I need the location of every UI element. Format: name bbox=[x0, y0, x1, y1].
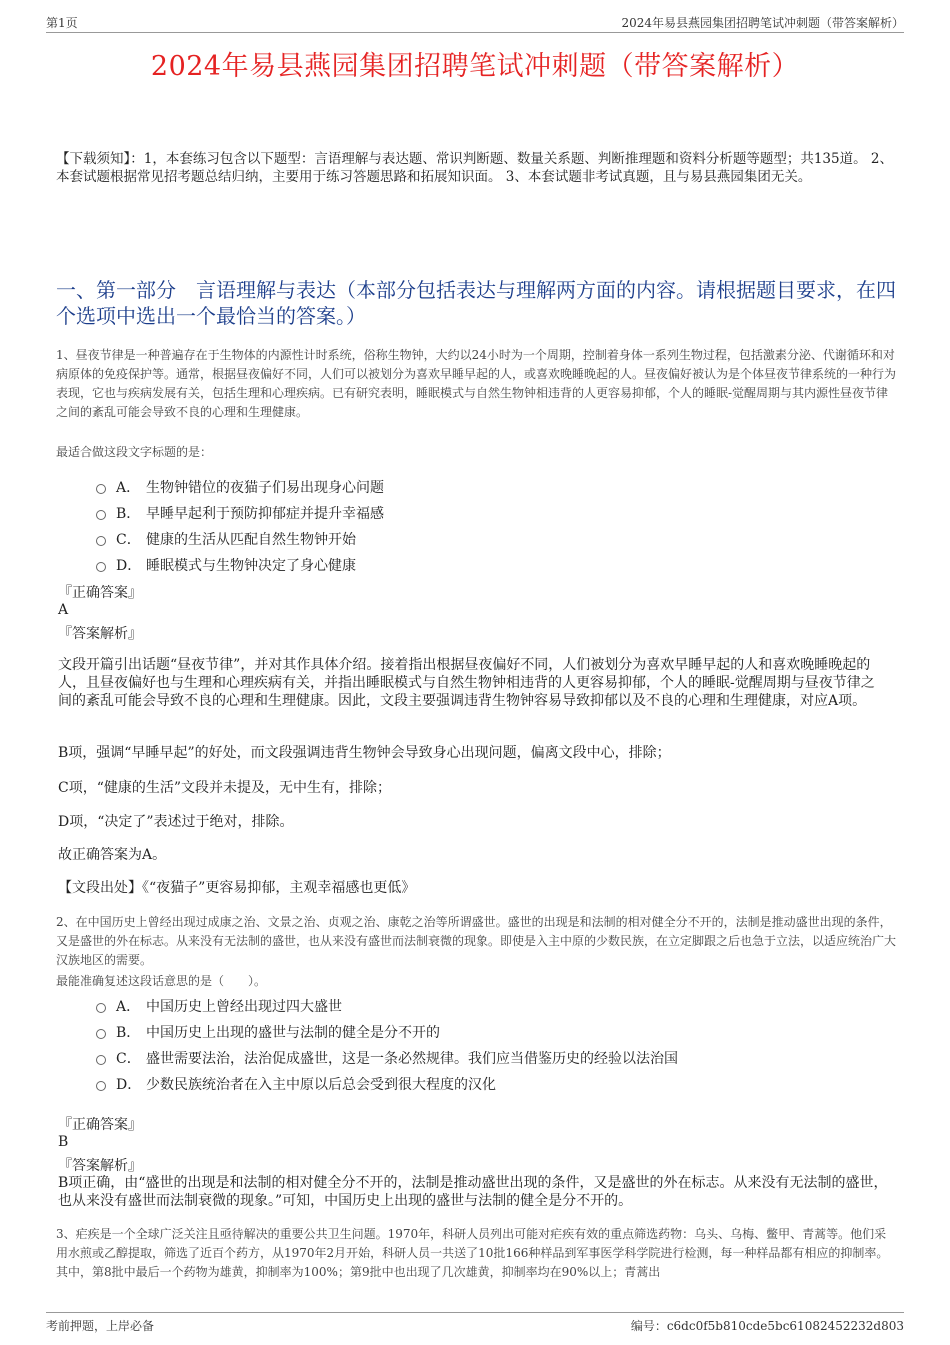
footer-slogan: 考前押题，上岸必备 bbox=[46, 1319, 155, 1333]
radio-icon[interactable] bbox=[96, 562, 106, 572]
page-number: 第1页 bbox=[46, 16, 78, 30]
question-1-analysis-label: 『答案解析』 bbox=[58, 626, 142, 642]
question-1-analysis-c: C项，“健康的生活”文段并未提及，无中生有，排除； bbox=[58, 780, 392, 796]
question-1-option-a[interactable]: A． 生物钟错位的夜猫子们易出现身心问题 bbox=[96, 474, 876, 500]
footer-doc-id: 编号：c6dc0f5b810cde5bc61082452232d803 bbox=[630, 1319, 904, 1333]
question-1-prompt: 最适合做这段文字标题的是： bbox=[56, 445, 213, 459]
question-2-option-d[interactable]: D． 少数民族统治者在入主中原以后总会受到很大程度的汉化 bbox=[96, 1071, 876, 1097]
radio-icon[interactable] bbox=[96, 1055, 106, 1065]
question-1-option-b[interactable]: B． 早睡早起利于预防抑郁症并提升幸福感 bbox=[96, 500, 876, 526]
question-1-option-c[interactable]: C． 健康的生活从匹配自然生物钟开始 bbox=[96, 526, 876, 552]
radio-icon[interactable] bbox=[96, 1003, 106, 1013]
question-2-analysis: B项正确，由“盛世的出现是和法制的相对健全分不开的，法制是推动盛世出现的条件，又是盛世的外在标志。从来没有无法制的盛世，也从来没有盛世而法制衰微的现象。”可知，中国历史上出现的盛世与法制的健全是分不开的。 bbox=[58, 1175, 888, 1209]
section-heading: 一、第一部分 言语理解与表达（本部分包括表达与理解两方面的内容。请根据题目要求，在四个选项中选出一个最恰当的答案。） bbox=[56, 278, 896, 328]
header-doc-title: 2024年易县燕园集团招聘笔试冲刺题（带答案解析） bbox=[621, 16, 904, 30]
question-1-conclusion: 故正确答案为A。 bbox=[58, 847, 167, 863]
page-header bbox=[46, 14, 904, 33]
question-1-analysis-d: D项，“决定了”表述过于绝对，排除。 bbox=[58, 814, 294, 830]
radio-icon[interactable] bbox=[96, 536, 106, 546]
download-notice: 【下载须知】：1，本套练习包含以下题型：言语理解与表达题、常识判断题、数量关系题、判断推理题和资料分析题等题型；共135道。 2、本套试题根据常见招考题总结归纳，主要用于练习答题思路和拓展知识面。 3、本套试题非考试真题，且与易县燕园集团无关。 bbox=[56, 151, 893, 185]
question-2-option-b[interactable]: B． 中国历史上出现的盛世与法制的健全是分不开的 bbox=[96, 1019, 876, 1045]
question-2-text: 2、在中国历史上曾经出现过成康之治、文景之治、贞观之治、康乾之治等所谓盛世。盛世的出现是和法制的相对健全分不开的，法制是推动盛世出现的条件，又是盛世的外在标志。从来没有无法制的盛世，也从来没有盛世而法制衰微的现象。即使是入主中原的少数民族，在立定脚跟之后也急于立法，以适应统治广大汉族地区的需要。 bbox=[56, 915, 897, 967]
question-3-text: 3、疟疾是一个全球广泛关注且亟待解决的重要公共卫生问题。1970年，科研人员列出可能对疟疾有效的重点筛选药物：乌头、乌梅、鳖甲、青蒿等。他们采用水煎或乙醇提取，筛选了近百个药方，从1970年2月开始，科研人员一共送了10批166种样品到军事医学科学院进行检测，每一种样品都有相应的抑制率。其中，第8批中最后一个药物为雄黄，抑制率为100%；第9批中也出现了几次雄黄，抑制率均在90%以上；青蒿出 bbox=[56, 1227, 889, 1279]
question-2-option-a[interactable]: A． 中国历史上曾经出现过四大盛世 bbox=[96, 993, 876, 1019]
question-1-option-d[interactable]: D． 睡眠模式与生物钟决定了身心健康 bbox=[96, 552, 876, 578]
question-1-answer-label: 『正确答案』 bbox=[58, 585, 142, 601]
question-1-analysis-main: 文段开篇引出话题“昼夜节律”，并对其作具体介绍。接着指出根据昼夜偏好不同，人们被划分为喜欢早睡早起的人和喜欢晚睡晚起的人，且昼夜偏好也与生理和心理疾病有关，并指出睡眠模式与自然生物钟相违背的人更容易抑郁，个人的睡眠-觉醒周期与昼夜节律之间的紊乱可能会导致不良的心理和生理健康。因此，文段主要强调违背生物钟容易导致抑郁以及不良的心理和生理健康，对应A项。 bbox=[58, 657, 875, 709]
question-1-options bbox=[96, 474, 876, 578]
radio-icon[interactable] bbox=[96, 510, 106, 520]
question-1-answer: A bbox=[58, 602, 69, 618]
question-1-source: 【文段出处】《“夜猫子”更容易抑郁，主观幸福感也更低》 bbox=[58, 880, 416, 896]
question-1-text: 1、昼夜节律是一种普遍存在于生物体的内源性计时系统，俗称生物钟，大约以24小时为一个周期，控制着身体一系列生物过程，包括激素分泌、代谢循环和对病原体的免疫保护等。通常，根据昼夜偏好不同，人们可以被划分为喜欢早睡早起的人，或喜欢晚睡晚起的人。昼夜偏好被认为是个体昼夜节律系统的一种行为表现，它也与疾病发展有关，包括生理和心理疾病。已有研究表明，睡眠模式与自然生物钟相违背的人更容易抑郁，个人的睡眠-觉醒周期与其内源性昼夜节律之间的紊乱可能会导致不良的心理和生理健康。 bbox=[56, 348, 897, 419]
question-2-options bbox=[96, 993, 876, 1097]
document-title: 2024年易县燕园集团招聘笔试冲刺题（带答案解析） bbox=[150, 51, 800, 82]
question-2-answer: B bbox=[58, 1134, 69, 1150]
question-1-analysis-b: B项，强调“早睡早起”的好处，而文段强调违背生物钟会导致身心出现问题，偏离文段中心，排除； bbox=[58, 745, 671, 761]
question-2-answer-label: 『正确答案』 bbox=[58, 1117, 142, 1133]
question-2-option-c[interactable]: C． 盛世需要法治，法治促成盛世，这是一条必然规律。我们应当借鉴历史的经验以法治国 bbox=[96, 1045, 876, 1071]
page-footer bbox=[46, 1312, 904, 1333]
question-2-prompt: 最能准确复述这段话意思的是（ ）。 bbox=[56, 974, 267, 988]
question-2-analysis-label: 『答案解析』 bbox=[58, 1158, 142, 1174]
radio-icon[interactable] bbox=[96, 1081, 106, 1091]
radio-icon[interactable] bbox=[96, 484, 106, 494]
radio-icon[interactable] bbox=[96, 1029, 106, 1039]
